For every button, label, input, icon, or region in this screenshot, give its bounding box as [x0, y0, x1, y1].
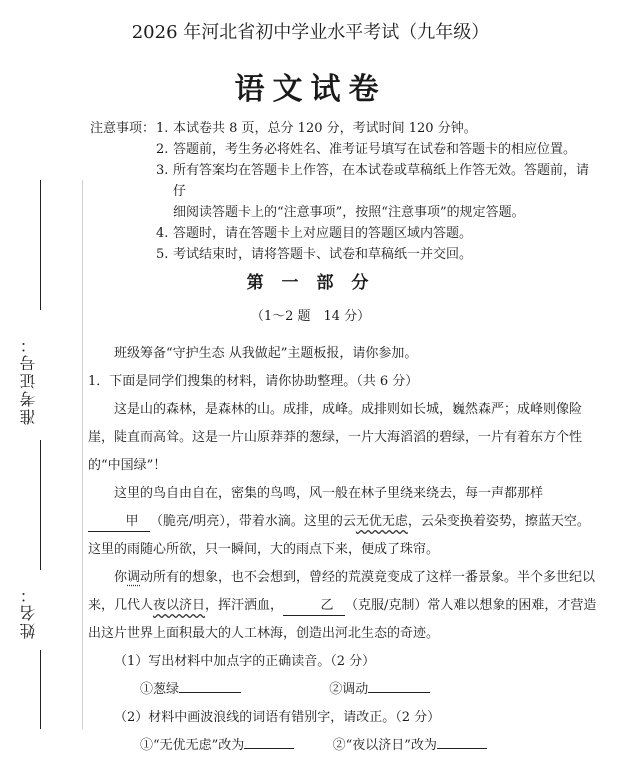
notes-section: [90, 118, 600, 265]
note-row: [90, 118, 600, 139]
subquestion-2-answers: [88, 732, 598, 760]
para3-text-c: ，挥汗洒血，: [205, 598, 284, 613]
note-row: [90, 202, 600, 223]
exam-header: 2026 年河北省初中学业水平考试（九年级）: [131, 22, 490, 43]
para3-text-d: （克服/克制）常人难以想象的困难，才营造出这片世界上面积最大的人工林海，创造出河北生态的奇迹。: [88, 598, 597, 641]
correction-b-blank: [437, 748, 487, 749]
note-number: 2.: [156, 142, 169, 157]
note-number: [156, 202, 173, 223]
question-1-stem: 1．下面是同学们搜集的材料，请你协助整理。（共 6 分）: [88, 374, 419, 389]
wavy-word-2: 夜以济日: [153, 598, 206, 613]
note-number: 4.: [156, 226, 169, 241]
note-row: [90, 223, 600, 244]
notes-label: 注意事项：: [90, 121, 156, 136]
material-paragraph-1: 这是山的森林，是森林的山。成排，成峰。成排则如长城，巍然森严；成峰则像险崖，陡直而高耸。这是一片山原莽莽的葱绿，一片大海滔滔的碧绿，一片有着东方个性的“中国绿”！: [88, 402, 583, 473]
blank-yi: 乙: [283, 597, 345, 616]
note-text: 答题前，考生务必将姓名、准考证号填写在试卷和答题卡的相应位置。: [173, 142, 577, 157]
note-text: 考试结束时，请将答题卡、试卷和草稿纸一并交回。: [173, 247, 473, 262]
binding-line-bottom: [40, 650, 41, 729]
answer-b-label: ②调动: [329, 682, 369, 697]
subquestion-2-stem: （2）材料中画波浪线的词语有错别字，请改正。（2 分）: [114, 710, 441, 725]
note-text: 答题时，请在答题卡上对应题目的答题区域内答题。: [173, 226, 473, 241]
correction-b-label: ②“夜以济日”改为: [332, 738, 437, 753]
note-row: [90, 160, 600, 202]
part-subtitle: （1～2 题 14 分）: [250, 309, 371, 324]
note-row: [90, 244, 600, 265]
wavy-word-1: 无优无虑: [355, 514, 408, 529]
margin-rule: [82, 180, 83, 729]
intro-text: 班级筹备“守护生态 从我做起”主题板报，请你参加。: [114, 346, 418, 361]
para3-text-a: 你: [114, 570, 128, 585]
note-text: 本试卷共 8 页，总分 120 分，考试时间 120 分钟。: [173, 121, 477, 136]
subquestion-1-stem: （1）写出材料中加点字的正确读音。（2 分）: [114, 654, 376, 669]
note-number: 1.: [156, 121, 169, 136]
question-body: [88, 340, 598, 760]
answer-a-label: ①葱绿: [140, 682, 180, 697]
admission-number-label: 准考证号：: [19, 335, 38, 425]
name-label: 姓名：: [19, 585, 38, 639]
material-paragraph-2: [88, 480, 598, 564]
dotted-char: 调: [127, 570, 141, 585]
subquestion-1-answers: [88, 676, 598, 704]
correction-a-blank: [244, 748, 294, 749]
para2-text-a: 这里的鸟自由自在，密集的鸟鸣，风一般在林子里绕来绕去，每一声都那样: [114, 486, 544, 501]
para3-text-b: 动所有的想象，也不会想到，曾经的荒漠竟变成了这样一番景象。半个多世纪以来，几代人: [88, 570, 596, 613]
correction-a-label: ①“无优无虑”改为: [140, 738, 245, 753]
material-paragraph-3: [88, 564, 598, 648]
binding-line-middle: [40, 440, 41, 570]
exam-title: 语文试卷: [234, 72, 387, 107]
part-title: 第 一 部 分: [246, 273, 375, 293]
note-text: 细阅读答题卡上的“注意事项”，按照“注意事项”的规定答题。: [173, 205, 525, 220]
note-row: [90, 139, 600, 160]
note-number: 5.: [156, 247, 169, 262]
answer-b-blank: [368, 692, 430, 693]
para2-text-c: ，云朵变换着姿势，擦蓝天空。这里的雨随心所欲，只一瞬间，大的雨点下来，便成了珠帘。: [88, 514, 590, 557]
note-number: 3.: [156, 163, 169, 178]
blank-jia: 甲: [88, 513, 150, 532]
answer-a-blank: [179, 692, 241, 693]
note-text: 所有答案均在答题卡上作答，在本试卷或草稿纸上作答无效。答题前，请仔: [173, 163, 590, 199]
para2-text-b: （脆亮/明亮），带着水滴。这里的云: [150, 514, 356, 529]
